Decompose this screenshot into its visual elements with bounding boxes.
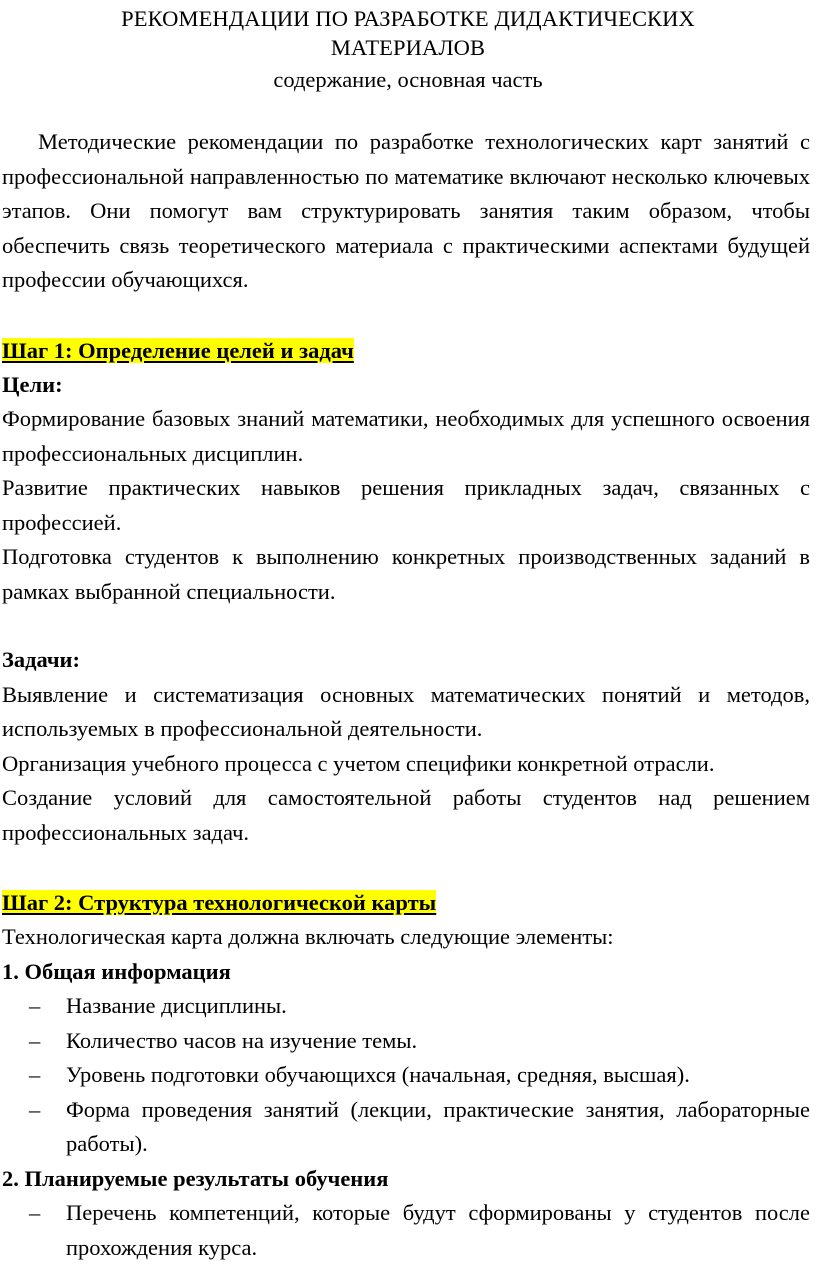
- step2-heading: [2, 886, 814, 920]
- list-item-text: Перечень компетенций, которые будут сформированы у студентов после прохождения курса.: [66, 1200, 810, 1260]
- list-item-text: Название дисциплины.: [66, 993, 287, 1018]
- step1-heading-text: Шаг 1: Определение целей и задач: [2, 337, 354, 363]
- tasks-label: Задачи:: [2, 647, 81, 672]
- list-item: [2, 1093, 814, 1162]
- step2-intro: Технологическая карта должна включать следующие элементы:: [2, 924, 614, 949]
- task-item: Организация учебного процесса с учетом специфики конкретной отрасли.: [2, 750, 715, 776]
- task-item: Выявление и систематизация основных математических понятий и методов, используемых в профессиональной деятельности.: [2, 681, 810, 741]
- dash-bullet: –: [29, 1096, 41, 1122]
- dash-bullet: –: [29, 1200, 41, 1225]
- goal-item: Формирование базовых знаний математики, необходимых для успешного освоения профессиональных дисциплин.: [2, 406, 810, 466]
- intro-paragraph: Методические рекомендации по разработке технологических карт занятий с профессиональной направленностью по математике включают несколько ключевых этапов. Они помогут вам структурировать занятия таким образом, чтобы обеспечить связь теоретического материала с практическими аспектами будущей профессии обучающихся.: [2, 129, 810, 292]
- document-title: РЕКОМЕНДАЦИИ ПО РАЗРАБОТКЕ ДИДАКТИЧЕСКИХ МАТЕРИАЛОВ: [121, 6, 695, 60]
- goal-item: Подготовка студентов к выполнению конкретных производственных заданий в рамках выбранной специальности.: [2, 544, 810, 604]
- list-item-text: Количество часов на изучение темы.: [66, 1027, 418, 1053]
- section2-heading: 2. Планируемые результаты обучения: [2, 1165, 389, 1191]
- dash-bullet: –: [29, 1027, 41, 1053]
- goals-label: Цели:: [2, 371, 63, 397]
- list-item-text: Уровень подготовки обучающихся (начальная, средняя, высшая).: [66, 1062, 690, 1087]
- list-item-text: Форма проведения занятий (лекции, практические занятия, лабораторные работы).: [66, 1096, 810, 1156]
- list-item: [2, 1024, 814, 1059]
- step1-heading: [2, 334, 814, 368]
- list-item: [2, 1196, 814, 1265]
- dash-bullet: –: [29, 1062, 41, 1087]
- section1-list: [2, 989, 814, 1162]
- list-item: [2, 989, 814, 1024]
- step2-heading-text: Шаг 2: Структура технологической карты: [2, 890, 437, 915]
- goal-item: Развитие практических навыков решения прикладных задач, связанных с профессией.: [2, 475, 810, 535]
- spacer: [2, 609, 814, 643]
- section1-heading: 1. Общая информация: [2, 958, 231, 984]
- task-item: Создание условий для самостоятельной работы студентов над решением профессиональных задач.: [2, 785, 810, 845]
- dash-bullet: –: [29, 993, 41, 1018]
- document-subtitle: содержание, основная часть: [273, 67, 543, 92]
- list-item: [2, 1058, 814, 1093]
- section2-list: [2, 1196, 814, 1265]
